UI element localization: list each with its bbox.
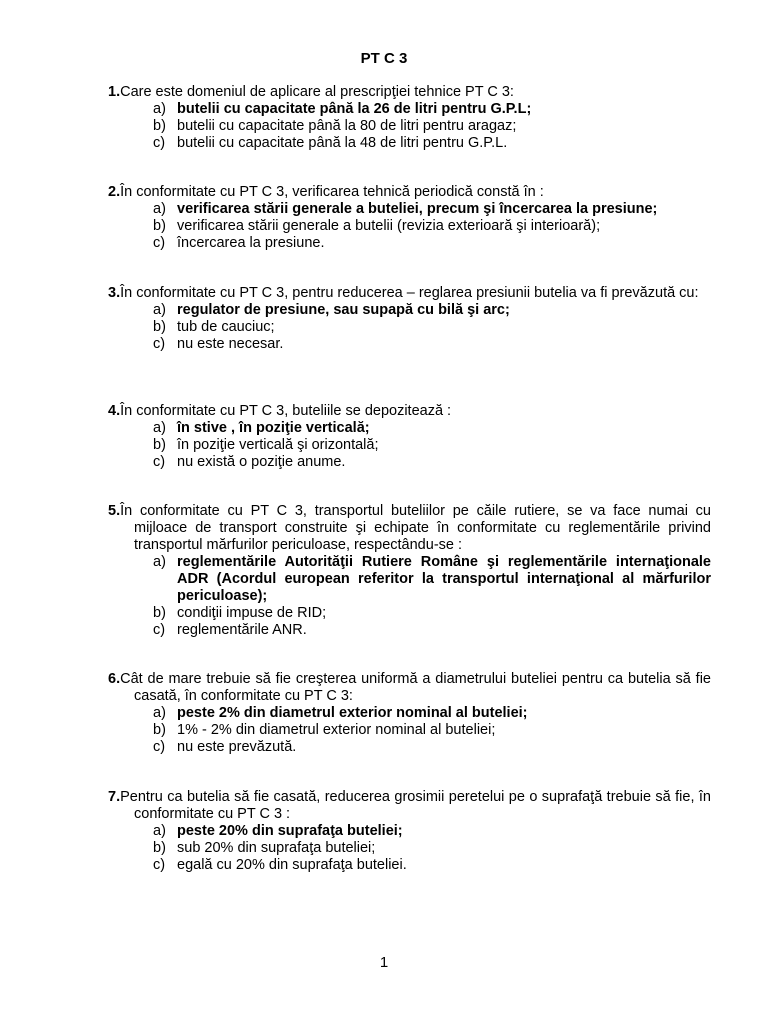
answer-text: regulator de presiune, sau supapă cu bilă şi arc; [177, 302, 510, 318]
question-7 [108, 789, 711, 874]
question-prompt: În conformitate cu PT C 3, buteliile se depozitează : [120, 403, 452, 419]
answer-text: butelii cu capacitate până la 48 de litri pentru G.P.L. [177, 135, 508, 151]
answer-list [108, 302, 711, 353]
answer-b [108, 605, 711, 622]
answer-b [108, 118, 711, 135]
answer-letter: c) [153, 135, 166, 151]
answer-text: peste 20% din suprafaţa buteliei; [177, 823, 403, 839]
answer-text: condiţii impuse de RID; [177, 605, 327, 621]
question-number: 4. [108, 403, 121, 419]
answer-c [108, 739, 711, 756]
page-number: 1 [379, 954, 389, 971]
question-1 [108, 84, 711, 152]
answer-a [108, 101, 711, 118]
answer-text: egală cu 20% din suprafaţa buteliei. [177, 857, 407, 873]
answer-letter: b) [153, 840, 166, 856]
question-prompt: În conformitate cu PT C 3, verificarea tehnică periodică constă în : [120, 184, 544, 200]
question-prompt: Care este domeniul de aplicare al prescripţiei tehnice PT C 3: [120, 84, 514, 100]
question-number: 1. [108, 84, 121, 100]
answer-a [108, 554, 711, 605]
answer-text: reglementările Autorităţii Rutiere Române şi reglementările internaţionale ADR (Acordul european referitor la transportul internaţional al mărfurilor periculoase); [177, 554, 711, 604]
answer-text: 1% - 2% din diametrul exterior nominal al buteliei; [177, 722, 496, 738]
answer-letter: b) [153, 437, 166, 453]
answer-list [108, 420, 711, 471]
question-text [108, 403, 711, 420]
answer-letter: a) [153, 554, 166, 570]
question-number: 2. [108, 184, 121, 200]
question-text [108, 789, 711, 823]
answer-text: nu este prevăzută. [177, 739, 297, 755]
answer-letter: c) [153, 622, 166, 638]
answer-text: verificarea stării generale a butelii (revizia exterioară şi interioară); [177, 218, 601, 234]
question-number: 7. [108, 789, 121, 805]
answer-letter: a) [153, 705, 166, 721]
answer-b [108, 319, 711, 336]
answer-letter: a) [153, 823, 166, 839]
answer-b [108, 840, 711, 857]
answer-letter: c) [153, 739, 166, 755]
answer-letter: a) [153, 302, 166, 318]
answer-letter: a) [153, 101, 166, 117]
answer-c [108, 135, 711, 152]
answer-letter: a) [153, 201, 166, 217]
answer-letter: b) [153, 605, 166, 621]
answer-letter: b) [153, 722, 166, 738]
answer-list [108, 201, 711, 252]
answer-b [108, 437, 711, 454]
answer-text: verificarea stării generale a buteliei, precum şi încercarea la presiune; [177, 201, 658, 217]
question-3 [108, 285, 711, 353]
answer-text: încercarea la presiune. [177, 235, 325, 251]
answer-list [108, 554, 711, 639]
question-text [108, 184, 711, 201]
answer-list [108, 101, 711, 152]
answer-c [108, 454, 711, 471]
answer-letter: b) [153, 319, 166, 335]
question-number: 6. [108, 671, 121, 687]
answer-a [108, 420, 711, 437]
answer-a [108, 705, 711, 722]
answer-letter: c) [153, 336, 166, 352]
question-6 [108, 671, 711, 756]
answer-b [108, 218, 711, 235]
answer-text: butelii cu capacitate până la 80 de litri pentru aragaz; [177, 118, 517, 134]
question-prompt: În conformitate cu PT C 3, transportul buteliilor pe căile rutiere, se va face numai cu mijloace de transport construite şi echipate în conformitate cu reglementările privind transportul mărfurilor periculoase, respectându-se : [120, 503, 711, 553]
answer-text: nu există o poziţie anume. [177, 454, 346, 470]
answer-text: nu este necesar. [177, 336, 284, 352]
answer-text: peste 2% din diametrul exterior nominal al buteliei; [177, 705, 528, 721]
answer-text: sub 20% din suprafaţa buteliei; [177, 840, 376, 856]
answer-text: reglementările ANR. [177, 622, 307, 638]
question-text [108, 503, 711, 554]
answer-c [108, 336, 711, 353]
question-2 [108, 184, 711, 252]
question-text [108, 285, 711, 302]
question-prompt: Cât de mare trebuie să fie creşterea uniformă a diametrului buteliei pentru ca butelia să fie casată, în conformitate cu PT C 3: [120, 671, 711, 704]
question-4 [108, 403, 711, 471]
question-prompt: În conformitate cu PT C 3, pentru reducerea – reglarea presiunii butelia va fi prevăzută cu: [120, 285, 699, 301]
answer-b [108, 722, 711, 739]
question-text [108, 671, 711, 705]
answer-text: butelii cu capacitate până la 26 de litri pentru G.P.L; [177, 101, 532, 117]
answer-letter: a) [153, 420, 166, 436]
answer-a [108, 823, 711, 840]
answer-text: tub de cauciuc; [177, 319, 275, 335]
question-prompt: Pentru ca butelia să fie casată, reducerea grosimii peretelui pe o suprafaţă trebuie să fie, în conformitate cu PT C 3 : [120, 789, 711, 822]
answer-letter: b) [153, 218, 166, 234]
answer-c [108, 622, 711, 639]
answer-c [108, 235, 711, 252]
answer-text: în poziţie verticală şi orizontală; [177, 437, 379, 453]
answer-list [108, 705, 711, 756]
answer-a [108, 302, 711, 319]
question-5 [108, 503, 711, 639]
answer-letter: c) [153, 454, 166, 470]
question-number: 3. [108, 285, 121, 301]
question-number: 5. [108, 503, 121, 519]
answer-c [108, 857, 711, 874]
answer-list [108, 823, 711, 874]
question-text [108, 84, 711, 101]
answer-text: în stive , în poziţie verticală; [177, 420, 370, 436]
answer-letter: c) [153, 857, 166, 873]
answer-letter: c) [153, 235, 166, 251]
answer-letter: b) [153, 118, 166, 134]
answer-a [108, 201, 711, 218]
document-title: PT C 3 [360, 50, 408, 67]
